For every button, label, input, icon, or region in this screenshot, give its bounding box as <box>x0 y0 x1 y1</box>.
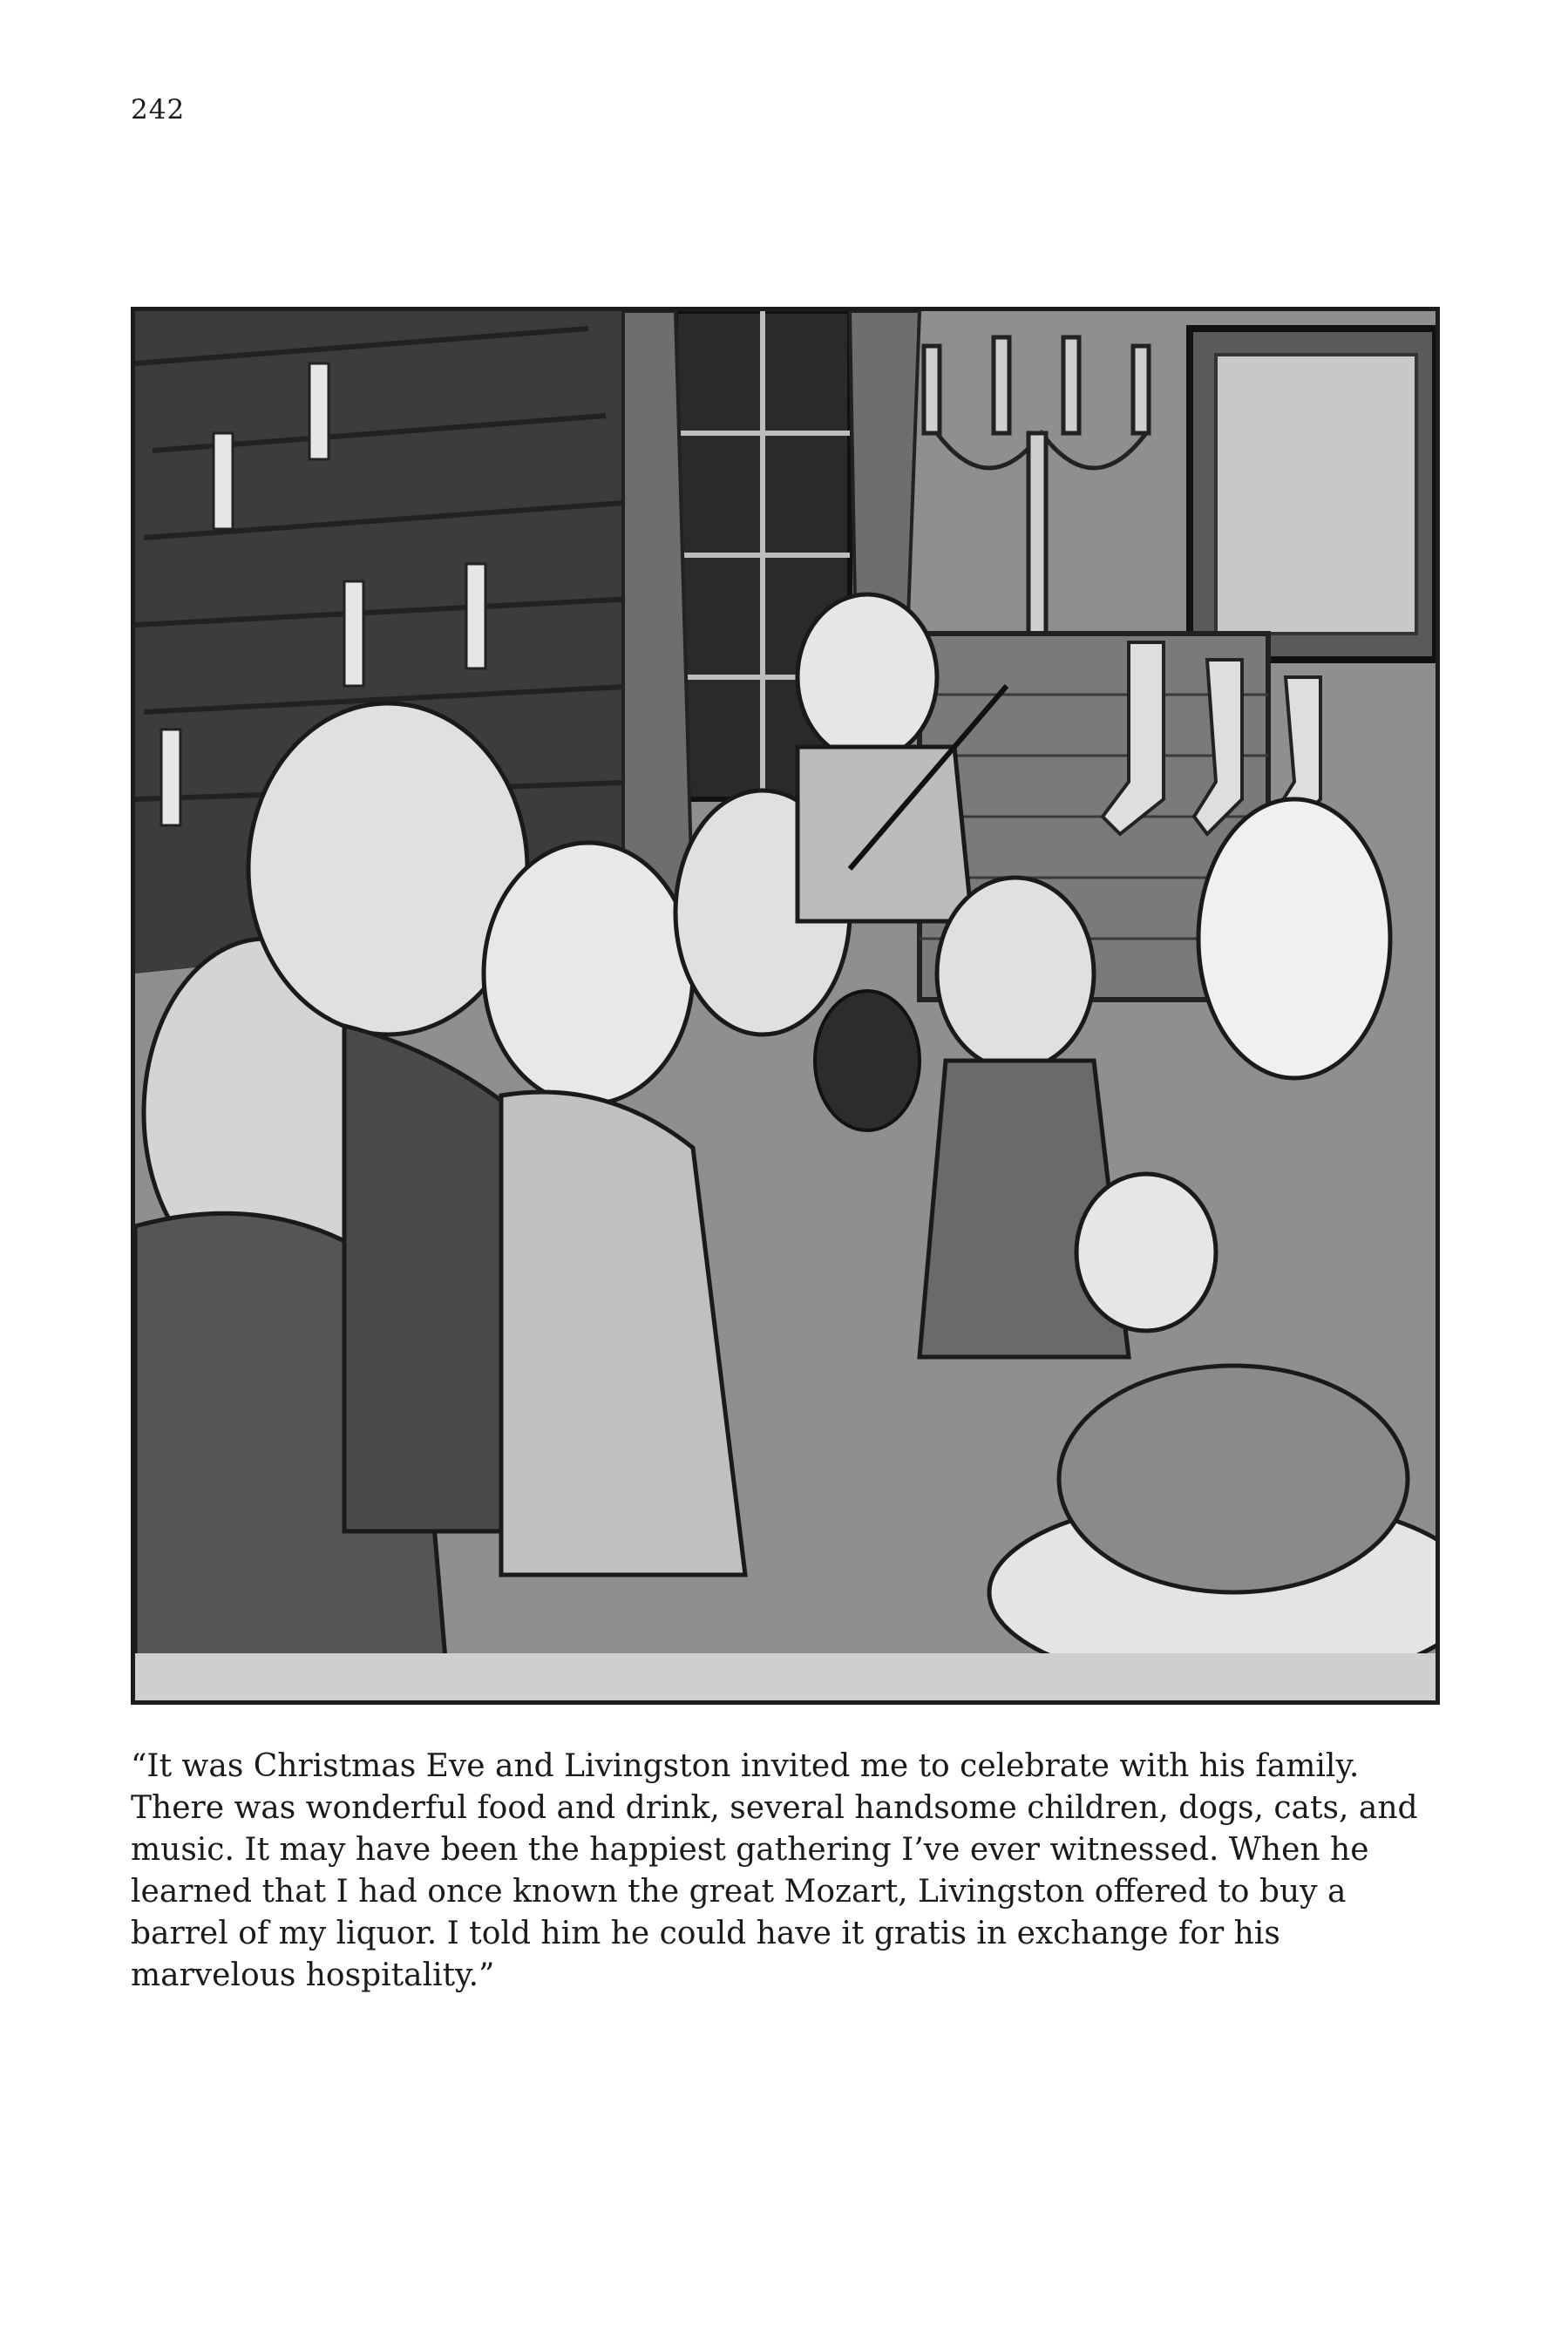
christmas-eve-illustration <box>131 307 1440 1705</box>
smiling-child <box>1076 1174 1216 1331</box>
dining-table <box>135 1653 1436 1700</box>
page-number: 242 <box>131 94 186 126</box>
caption <box>131 1746 1447 1997</box>
cat <box>1198 799 1390 1078</box>
framed-painting <box>1190 329 1436 660</box>
small-dog <box>815 991 920 1130</box>
caption-text: “It was Christmas Eve and Livingston invited me to celebrate with his family. There was wonderful food and drink, several handsome children, dogs, cats, and music. It may have been the happiest gathering I’ve ever witnessed. When he learned that I had once known the great Mozart, Livingston offered to buy a barrel of my liquor. I told him he could have it gratis in exchange for his marvelous hospitality.” <box>131 1748 1418 1993</box>
